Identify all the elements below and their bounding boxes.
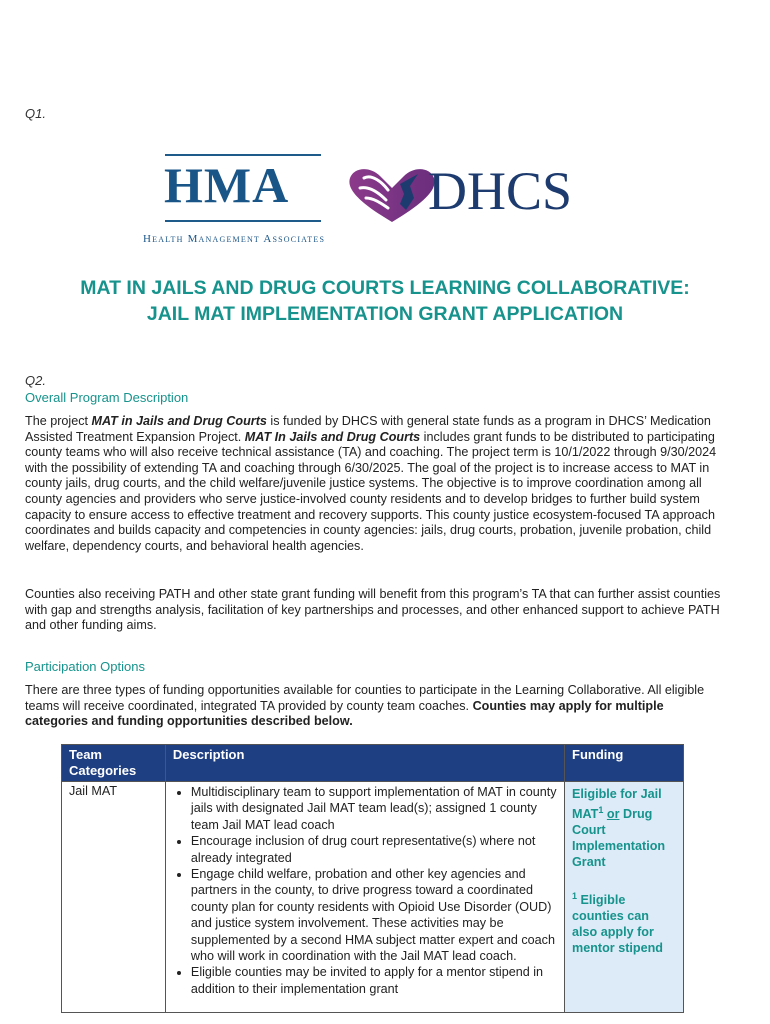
funding-eligibility <box>572 786 676 870</box>
funding-options-table <box>61 744 684 1013</box>
hma-logo-subtitle: Health Management Associates <box>143 233 326 245</box>
hma-top-rule <box>165 154 321 156</box>
funding-footnote <box>572 888 676 956</box>
footnote-marker: 1 <box>598 805 604 815</box>
table-header-row <box>62 745 684 782</box>
title-line-1: MAT IN JAILS AND DRUG COURTS LEARNING COLLABORATIVE: <box>80 277 690 299</box>
funding-or: or <box>606 807 620 822</box>
category-jail-mat: Jail MAT <box>62 782 166 1013</box>
dhcs-logo: DHCS <box>428 161 573 221</box>
footnote-text: Eligible counties can also apply for mentor stipend <box>572 893 663 956</box>
list-item: • Engage child welfare, probation and other key agencies and partners in the county, to drive progress toward a coordinated county plan for county residents with Opioid Use Disorder (OUD) and justice system involvement. These activities may be supplemented by a second HMA subject matter expert and coach who will work in coordination with the Jail MAT lead coach. <box>191 866 557 964</box>
overview-paragraph-1 <box>25 414 725 554</box>
page-title <box>0 275 770 327</box>
hma-logo: HMA <box>164 157 290 213</box>
title-line-2: JAIL MAT IMPLEMENTATION GRANT APPLICATION <box>146 303 624 325</box>
header-team-categories: Team Categories <box>62 745 166 782</box>
header-description: Description <box>165 745 564 782</box>
overview-heading: Overall Program Description <box>25 390 189 405</box>
description-list <box>173 784 557 997</box>
project-name-emphasis: MAT In Jails and Drug Courts <box>244 429 421 444</box>
list-item: • Eligible counties may be invited to apply for a mentor stipend in addition to their implementation grant <box>191 964 557 997</box>
overview-paragraph-2: Counties also receiving PATH and other state grant funding will benefit from this program’s TA that can further assist counties with gap and strengths analysis, facilitation of key partnerships and processes, and other enhanced support to achieve PATH and other funding aims. <box>25 587 721 633</box>
overview-text: The project <box>25 414 92 428</box>
participation-paragraph <box>25 683 725 730</box>
funding-text: Drug Court Implementation Grant <box>572 807 666 870</box>
participation-emphasis: Counties may apply for multiple categories and funding opportunities described below. <box>25 698 664 729</box>
dhcs-heart-hands-icon <box>342 164 442 226</box>
footnote-marker: 1 <box>572 891 578 902</box>
list-item: • Encourage inclusion of drug court representative(s) where not already integrated <box>191 833 557 866</box>
header-funding: Funding <box>565 745 684 782</box>
overview-text: includes grant funds to be distributed to participating county teams who will also receive technical assistance (TA) and coaching. The project term is 10/1/2022 through 9/30/2024 with the possibility of extending TA and coaching through 6/30/2025. The goal of the project is to increase access to MAT in county jails, drug courts, and the child welfare/juvenile justice systems. The objective is to improve coordination among all county agencies and providers who serve justice-involved county residents and to develop bridges to further build system capacity to ensure access to effective treatment and recovery supports. This county justice ecosystem-focused TA approach coordinates and builds capacity and competencies in county agencies: jails, drug courts, probation, juvenile probation, child welfare, dependency courts, and behavioral health agencies. <box>25 429 717 553</box>
question-1-label: Q1. <box>25 106 46 121</box>
list-item: • Multidisciplinary team to support implementation of MAT in county jails with designated Jail MAT team lead(s); assigned 1 county team Jail MAT lead coach <box>191 784 557 833</box>
overview-text: is funded by DHCS with general state funds as a program in DHCS’ Medication Assisted Treatment Expansion Project. <box>25 414 711 444</box>
table-row <box>62 782 684 1013</box>
logo-group <box>143 150 610 250</box>
participation-heading: Participation Options <box>25 659 145 674</box>
question-2-label: Q2. <box>25 373 46 388</box>
hma-bottom-rule <box>165 220 321 222</box>
description-cell <box>165 782 564 1013</box>
project-name-emphasis: MAT in Jails and Drug Courts <box>91 414 267 428</box>
funding-text: Eligible for Jail MAT <box>572 787 662 822</box>
funding-cell <box>565 782 684 1013</box>
participation-text: There are three types of funding opportunities available for counties to participate in the Learning Collaborative. All eligible teams will receive coordinated, integrated TA provided by county team coaches. <box>25 683 705 713</box>
